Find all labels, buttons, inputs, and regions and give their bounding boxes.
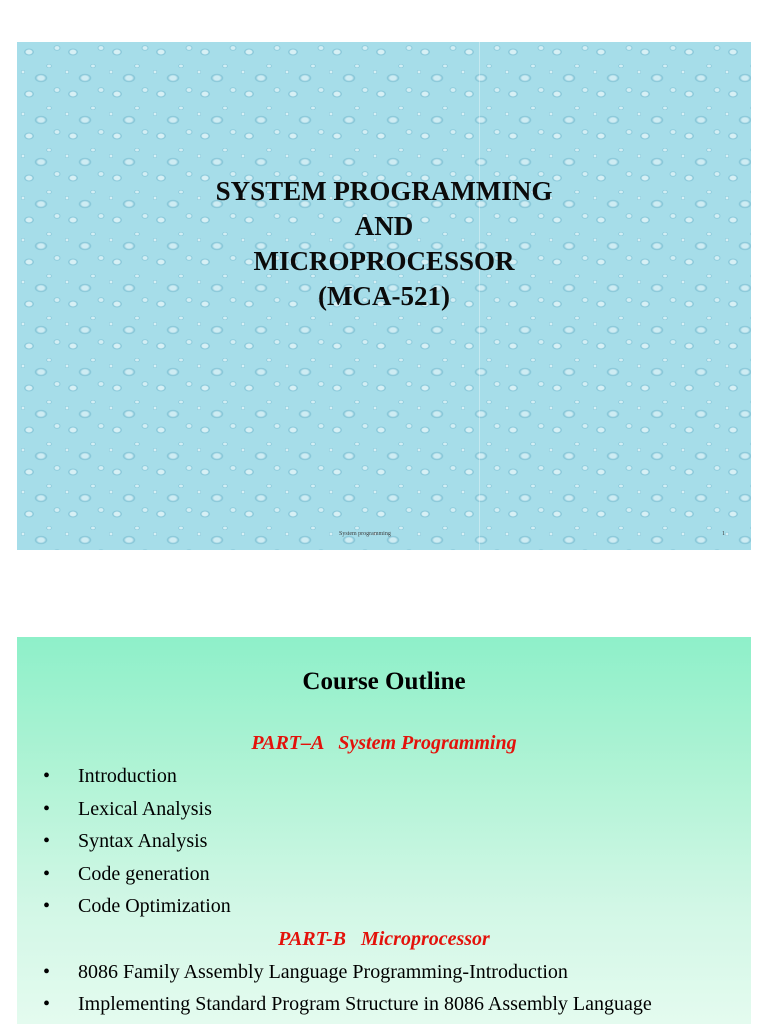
list-item-text: Code Optimization <box>78 895 231 917</box>
list-item <box>43 830 207 853</box>
title-line-1: SYSTEM PROGRAMMING <box>215 176 553 206</box>
slide-number: 1 <box>722 531 725 537</box>
bullet-icon: • <box>43 798 51 820</box>
bullet-icon: • <box>43 863 51 885</box>
list-item <box>43 961 568 984</box>
bullet-icon: • <box>43 895 51 917</box>
list-item <box>43 895 231 918</box>
bullet-icon: • <box>43 765 51 787</box>
title-line-2: AND <box>354 211 414 241</box>
outline-title: Course Outline <box>302 668 466 695</box>
slide-footer: System programming <box>339 531 391 537</box>
list-item-text: Code generation <box>78 863 210 885</box>
list-item-text: 8086 Family Assembly Language Programming-Introduction <box>78 961 568 983</box>
list-item-text: Implementing Standard Program Structure in 8086 Assembly Language <box>78 993 652 1015</box>
bullet-icon: • <box>43 830 51 852</box>
bullet-icon: • <box>43 993 51 1015</box>
list-item-text: Lexical Analysis <box>78 798 212 820</box>
title-line-3: MICROPROCESSOR <box>253 246 515 276</box>
bullet-icon: • <box>43 961 51 983</box>
list-item-text: Syntax Analysis <box>78 830 208 852</box>
list-item <box>43 765 177 788</box>
course-outline-slide <box>17 637 751 1024</box>
slide-title <box>17 174 751 314</box>
title-slide <box>17 42 751 550</box>
list-item <box>43 798 212 821</box>
list-item-text: Introduction <box>78 765 177 787</box>
part-a-heading: PART–A System Programming <box>251 732 517 754</box>
list-item <box>43 993 652 1016</box>
title-line-4: (MCA-521) <box>318 281 450 311</box>
part-b-heading: PART-B Microprocessor <box>278 928 490 950</box>
list-item <box>43 863 210 886</box>
